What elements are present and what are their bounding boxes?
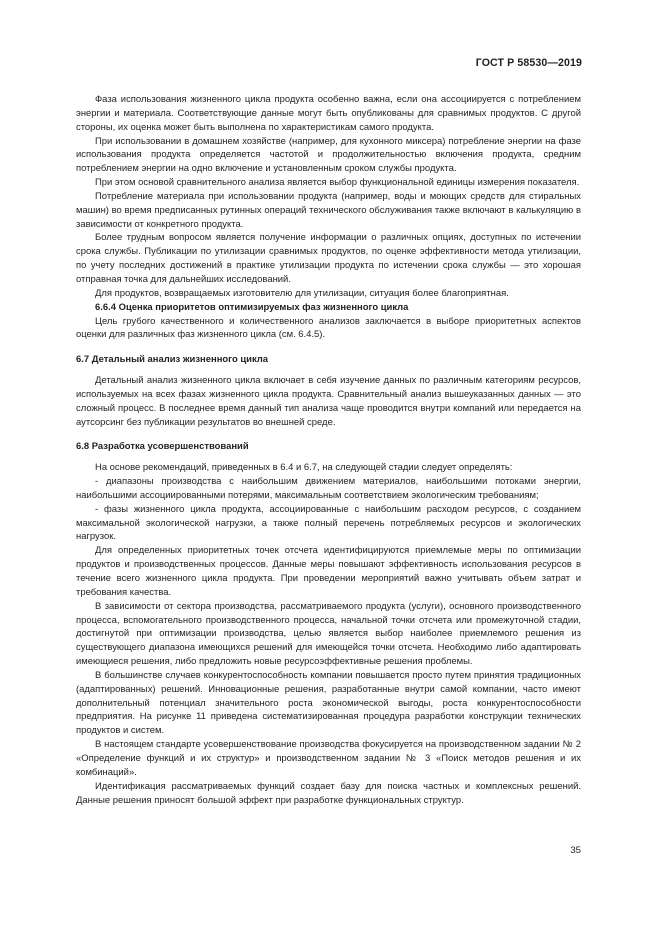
paragraph: В настоящем стандарте усовершенствование производства фокусируется на производственном задании № 2 «Определение функций и их структур» и производственном задании № 3 «Поиск методов решения и их комбинаций». [76,739,581,778]
section-heading-6-6-4: 6.6.4 Оценка приоритетов оптимизируемых фаз жизненного цикла [95,301,409,313]
paragraph: Для определенных приоритетных точек отсчета идентифицируются приемлемые меры по оптимизации продуктов и производственных процессов. Данные меры повышают эффективность использования ресурсов в течение всего жизненного цикла продукта. При проведении мероприятий важно учитывать объем затрат и требования качества. [76,545,581,598]
paragraph: Более трудным вопросом является получение информации о различных опциях, доступных по истечении срока службы. Публикации по утилизации сравнимых продуктов, по оценке эффективности метода утилизации, по учету последних достижений в практике утилизации продукта по истечении срока службы — это хорошая отправная точка для дальнейших исследований. [76,232,581,285]
document-code-header: ГОСТ Р 58530—2019 [475,57,582,69]
paragraph: Цель грубого качественного и количественного анализов заключается в выборе приоритетных аспектов оценки для различных фаз жизненного цикла (см. 6.4.5). [76,315,581,341]
section-heading-6-8: 6.8 Разработка усовершенствований [76,441,249,453]
paragraph: Детальный анализ жизненного цикла включает в себя изучение данных по различным категориям ресурсов, используемых на всех фазах жизненного цикла продукта. Сравнительный анализ вышеуказанных данных — это сложный процесс. В последнее время данный тип анализа чаще проводится внутри компаний или передается на аутсорсинг без публикации результатов во внешней среде. [76,375,581,428]
paragraph: При этом основой сравнительного анализа является выбор функциональной единицы измерения показателя. [95,177,580,189]
section-heading-6-7: 6.7 Детальный анализ жизненного цикла [76,354,269,366]
paragraph: Идентификация рассматриваемых функций создает базу для поиска частных и комплексных решений. Данные решения приносят большой эффект при разработке функциональных структур. [76,780,581,806]
paragraph: При использовании в домашнем хозяйстве (например, для кухонного миксера) потребление энергии на фазе использования продукта определяется частотой и продолжительностью включения продукта, средним потреблением энергии на одно включение и установленным сроком службы продукта. [76,135,581,175]
paragraph: На основе рекомендаций, приведенных в 6.4 и 6.7, на следующей стадии следует определять: [95,462,513,474]
paragraph: Для продуктов, возвращаемых изготовителю для утилизации, ситуация более благоприятная. [95,287,509,299]
paragraph: В большинстве случаев конкурентоспособность компании повышается просто путем принятия традиционных (адаптированных) решений. Инновационные решения, разработанные внутри самой компании, часто имеют дополнительный потенциал значительного роста экономической выгоды, роста конкурентоспособности предприятия. На рисунке 11 приведена систематизированная процедура разработки конструкции технических продуктов и систем. [76,669,581,737]
page-number: 35 [570,845,581,856]
paragraph: Потребление материала при использовании продукта (например, воды и моющих средств для стиральных машин) во время предписанных рутинных операций технического обслуживания также включают в калькуляцию в зависимости от конкретного продукта. [76,190,581,230]
paragraph: В зависимости от сектора производства, рассматриваемого продукта (услуги), основного производственного процесса, вспомогательного производственного процесса, начальной точки отсчета или промежуточной стадии, достигнутой при оптимизации производства, целью является выбор наиболее приемлемого решения из существующего диапазона имеющихся решений для имеющейся точки отсчета. Необходимо либо адаптировать имеющиеся решения, либо предложить новые ресурсоэффективные решения проблемы. [76,600,581,668]
paragraph: Фаза использования жизненного цикла продукта особенно важна, если она ассоциируется с потреблением энергии и материала. Соответствующие данные могут быть опубликованы для сравнимых продуктов. С другой стороны, их оценка может быть выполнена по характеристикам самого продукта. [76,94,581,133]
list-item: - фазы жизненного цикла продукта, ассоциированные с наибольшим расходом ресурсов, с созданием максимальной экологической нагрузки, а также полный перечень потребляемых ресурсов и экологических нагрузок. [76,503,581,543]
list-item: - диапазоны производства с наибольшим движением материалов, наибольшими потоками энергии, наибольшими ассоциированными потерями, максимальным соответствием экологическим требованиям; [76,476,581,501]
document-body [76,93,581,807]
